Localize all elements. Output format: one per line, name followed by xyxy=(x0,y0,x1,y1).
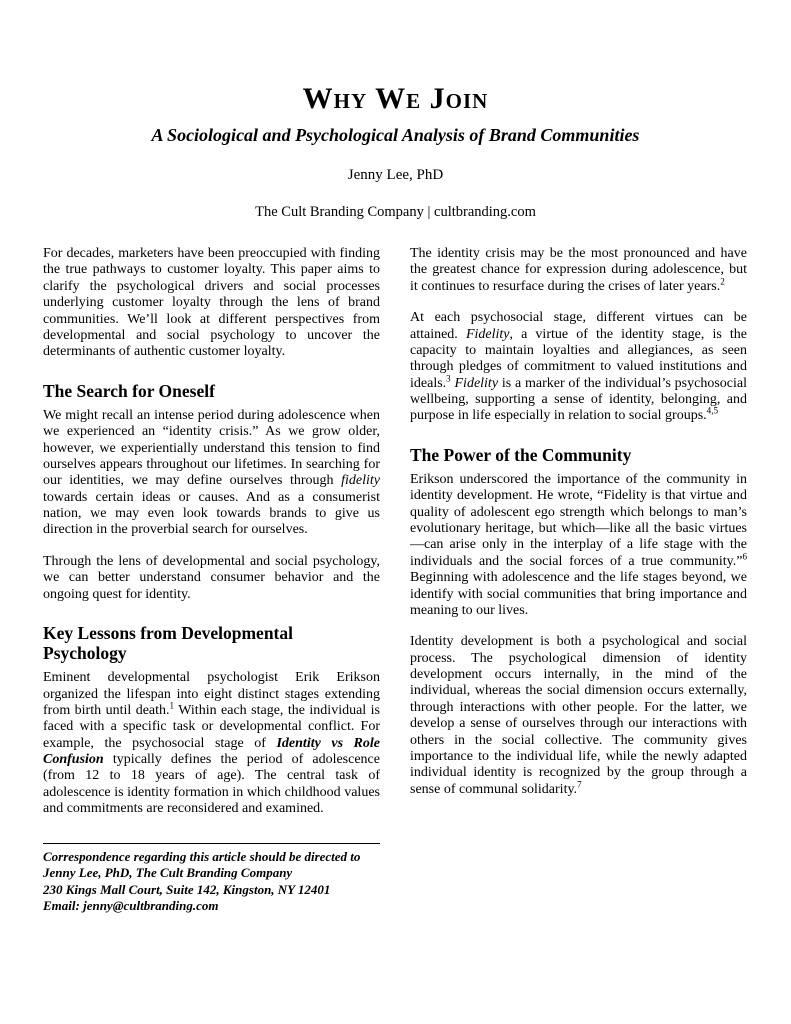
article-title: Why We Join xyxy=(302,82,489,115)
paragraph-identity-crisis: We might recall an intense period during adolescence when we experienced an “identity crisis.” As we grow older, however, we experientially understand this tension to find ourselves appears throughout our lifetimes. In searching for our identities, we may define ourselves through fidelity towards certain ideas or causes. And as a consumerist nation, we may even look towards brands to give us direction in the proverbial search for ourselves. xyxy=(43,407,380,538)
paragraph-identity-development: Identity development is both a psychological and social process. The psychological dimension of identity development occurs internally, in the mind of the individual, whereas the social dimension occurs externally, through interactions with other people. For the latter, we develop a sense of ourselves through our interactions with others in the social collective. The community gives importance to the individual life, while the newly adapted individual identity is recognized by the group through a sense of communal solidarity.$^7$ xyxy=(410,634,747,797)
section-heading-search-for-oneself: The Search for Oneself xyxy=(43,380,215,401)
paragraph-crisis-pronounced: The identity crisis may be the most pronounced and have the greatest chance for expression during adolescence, but it continues to resurface during the crises of later years.$^2$ xyxy=(410,246,747,294)
section-heading-power-of-community: The Power of the Community xyxy=(410,444,632,465)
correspondence-line: Correspondence regarding this article should be directed to xyxy=(43,848,361,864)
article-author: Jenny Lee, PhD xyxy=(347,167,444,183)
section-heading-key-lessons: Key Lessons from Developmental Psychology xyxy=(43,622,293,663)
paragraph-erikson-community: Erikson underscored the importance of the community in identity development. He wrote, “Fidelity is that virtue and quality of adolescent ego strength which belongs to man’s evolutionary heritage, but which—like all the basic virtues—can arise only in the interplay of a life stage with the individuals and the social forces of a true community.”$^6$ Beginning with adolescence and the life stages beyond, we identify with social communities that bring importance and meaning to our lives. xyxy=(410,471,747,618)
article-subtitle: A Sociological and Psychological Analysis of Brand Communities xyxy=(151,125,640,145)
correspondence-footnote xyxy=(43,843,380,916)
paragraph-through-the-lens: Through the lens of developmental and social psychology, we can better understand consumer behavior and the ongoing quest for identity. xyxy=(43,553,380,602)
paragraph-virtues: At each psychosocial stage, different virtues can be attained. Fidelity, a virtue of the identity stage, is the capacity to maintain loyalties and allegiances, as seen through pledges of commitment to valued institutions and ideals.$^3$ Fidelity is a marker of the individual’s psychosocial wellbeing, supporting a sense of identity, belonging, and purpose in life especially in relation to social groups.$^{4,5}$ xyxy=(410,310,748,424)
correspondence-line: 230 Kings Mall Court, Suite 142, Kingston, NY 12401 xyxy=(43,881,331,897)
paragraph-erikson-stages: Eminent developmental psychologist Erik Erikson organized the lifespan into eight distinct stages extending from birth until death.$^1$ Within each stage, the individual is faced with a specific task or developmental conflict. For example, the psychosocial stage of Identity vs Role Confusion typically defines the period of adolescence (from 12 to 18 years of age). The central task of adolescence is identity formation in which childhood values and commitments are reconsidered and examined. xyxy=(43,670,380,817)
correspondence-line: Jenny Lee, PhD, The Cult Branding Company xyxy=(43,865,293,881)
article-header xyxy=(43,84,748,221)
intro-paragraph: For decades, marketers have been preoccupied with finding the true pathways to customer loyalty. This paper aims to clarify the psychological drivers and social processes underlying customer loyalty through the lens of brand communities. We’ll look at different perspectives from developmental and social psychology to uncover the determinants of authentic customer loyalty. xyxy=(43,246,380,360)
correspondence-email: Email: jenny@cultbranding.com xyxy=(43,898,219,914)
left-column xyxy=(43,246,380,915)
two-column-body xyxy=(43,246,748,915)
right-column xyxy=(410,246,747,915)
article-affiliation: The Cult Branding Company | cultbranding.com xyxy=(255,204,536,220)
